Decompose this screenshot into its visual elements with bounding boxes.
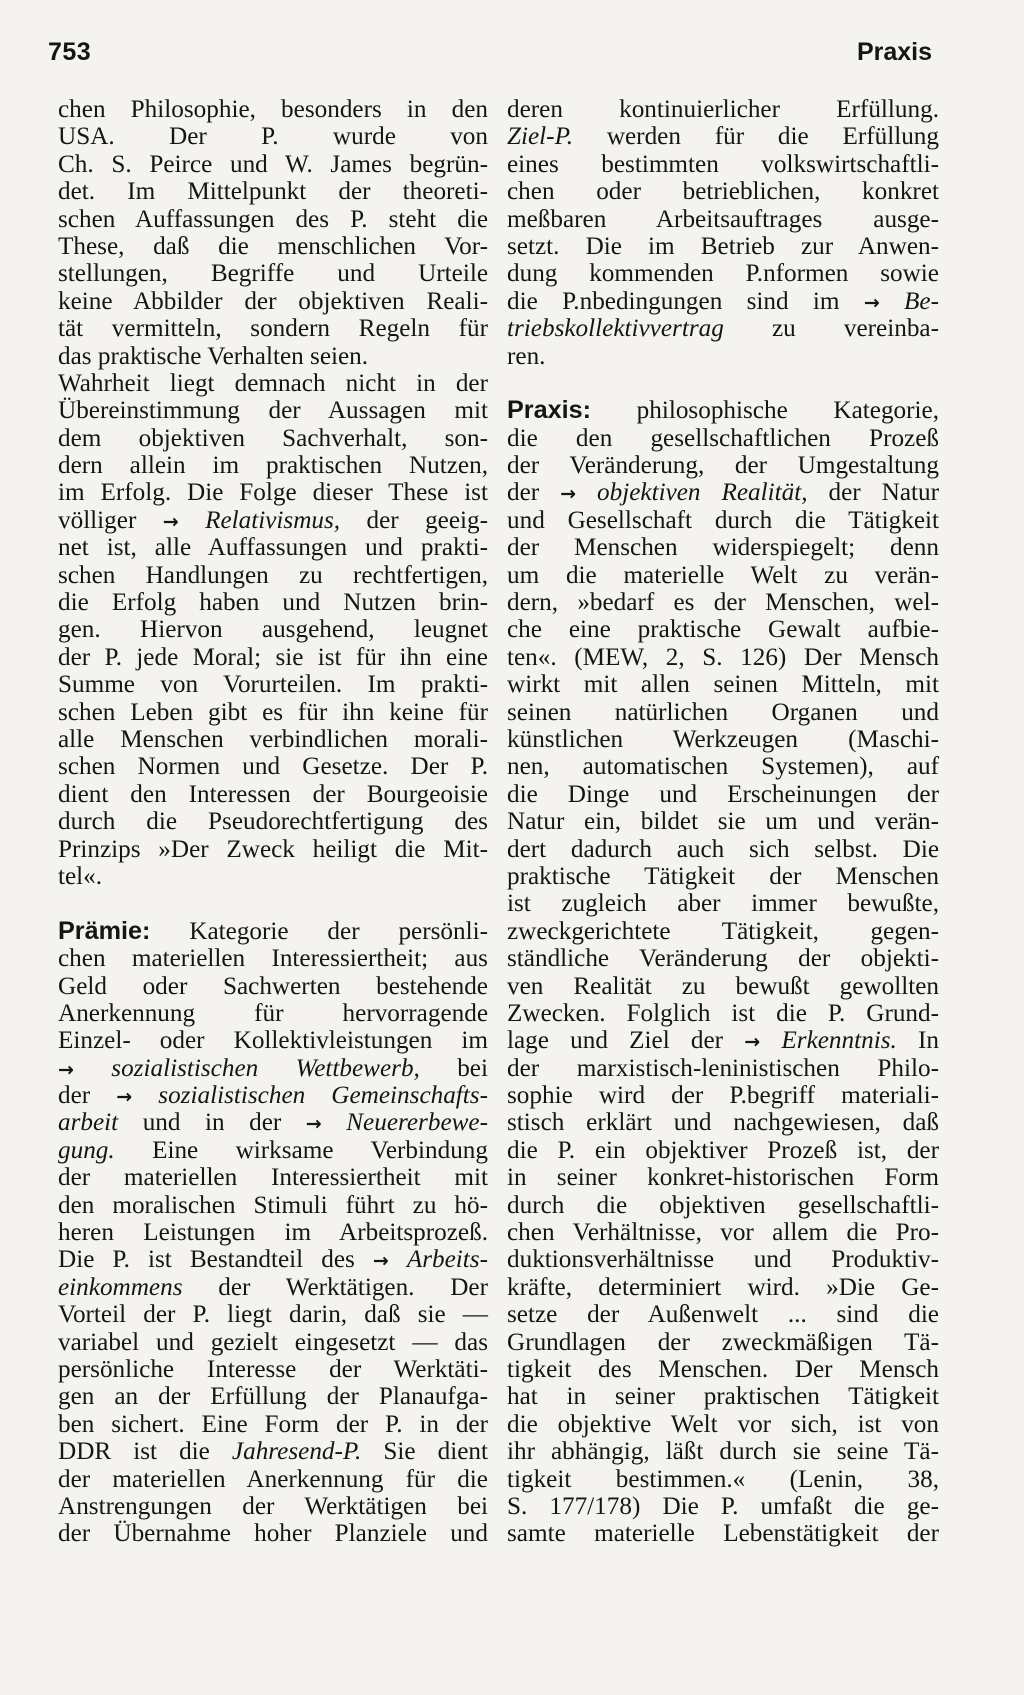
cross-reference-arrow-icon: →	[305, 1113, 322, 1136]
line-text: hat in seiner praktischen Tätigkeit	[507, 1383, 939, 1411]
text-line	[58, 151, 488, 178]
line-text: dert dadurch auch sich selbst. Die	[507, 835, 939, 863]
line-text: Eine wirksame Verbindung	[114, 1136, 488, 1164]
text-line	[507, 123, 939, 150]
right-column	[507, 96, 939, 1548]
text-line	[507, 151, 939, 178]
text-line	[58, 1082, 488, 1109]
line-text: der Natur	[807, 479, 939, 507]
line-text: die P.nbedingungen sind im	[507, 287, 864, 315]
cross-reference-term: Jahresend-P.	[231, 1438, 362, 1466]
line-text: und in der	[118, 1109, 306, 1137]
line-text: setzt. Die im Betrieb zur Anwen-	[507, 232, 939, 260]
cross-reference-term: Neuererbewe-	[346, 1109, 488, 1137]
line-text	[132, 1082, 158, 1109]
text-line	[507, 973, 939, 1000]
text-line	[507, 288, 939, 315]
text-line	[507, 1082, 939, 1109]
line-text: Anstrengungen der Werktätigen bei	[58, 1492, 488, 1520]
line-text: ben sichert. Eine Form der P. in der	[58, 1410, 488, 1438]
line-text: durch die objektiven gesellschaftli-	[507, 1191, 939, 1219]
line-text: ist zugleich aber immer bewußte,	[507, 890, 939, 918]
text-line	[507, 1219, 939, 1246]
text-line	[58, 534, 488, 561]
line-text: der	[58, 1082, 117, 1110]
text-line	[507, 1109, 939, 1136]
text-line	[507, 1329, 939, 1356]
line-text: chen oder betrieblichen, konkret	[507, 178, 939, 206]
text-line	[58, 1055, 488, 1082]
line-text: schen Handlungen zu rechtfertigen,	[58, 561, 488, 589]
line-text: kräfte, determiniert wird. »Die Ge-	[507, 1273, 939, 1301]
line-text	[389, 1246, 407, 1273]
line-text	[760, 1027, 781, 1054]
text-line	[58, 343, 488, 370]
line-text: det. Im Mittelpunkt der theoreti-	[58, 178, 488, 206]
line-text: ihr abhängig, läßt durch sie seine Tä-	[507, 1438, 939, 1466]
text-line	[507, 1520, 939, 1547]
text-line	[58, 425, 488, 452]
text-line	[58, 1329, 488, 1356]
line-text: dung kommenden P.nformen sowie	[507, 260, 939, 288]
text-line	[58, 1301, 488, 1328]
line-text: der geeig-	[340, 506, 488, 534]
text-line	[58, 699, 488, 726]
running-head: Praxis	[856, 38, 932, 66]
cross-reference-term: gung.	[58, 1136, 115, 1164]
cross-reference-arrow-icon: →	[372, 1250, 389, 1273]
text-line	[58, 96, 488, 123]
paragraph-gap	[58, 890, 488, 917]
line-text: nen, automatischen Systemen), auf	[507, 753, 939, 781]
line-text: duktionsverhältnisse und Produktiv-	[507, 1246, 939, 1274]
line-text: stellungen, Begriffe und Urteile	[58, 260, 488, 288]
text-line	[507, 343, 939, 370]
text-line	[507, 836, 939, 863]
line-text: seinen natürlichen Organen und	[507, 698, 939, 726]
text-line	[507, 260, 939, 287]
text-line	[507, 534, 939, 561]
text-line	[58, 507, 488, 534]
line-text: dient den Interessen der Bourgeoisie	[58, 780, 488, 808]
line-text: setze der Außenwelt ... sind die	[507, 1301, 939, 1329]
text-line	[58, 1219, 488, 1246]
line-text	[179, 507, 205, 534]
cross-reference-term: Erkenntnis.	[781, 1027, 897, 1055]
line-text: gen an der Erfüllung der Planaufga-	[58, 1383, 488, 1411]
line-text: der Übernahme hoher Planziele und	[58, 1520, 488, 1548]
line-text: zu vereinba-	[723, 315, 939, 343]
text-line	[58, 945, 488, 972]
line-text: wirkt mit allen seinen Mitteln, mit	[507, 671, 939, 699]
line-text: net ist, alle Auffassungen und prakti-	[58, 534, 488, 562]
line-text: samte materielle Lebenstätigkeit der	[507, 1520, 939, 1548]
left-column	[58, 96, 488, 1548]
line-text: die P. ein objektiver Prozeß ist, der	[507, 1136, 939, 1164]
line-text: Sie dient	[361, 1438, 488, 1466]
text-line	[507, 96, 939, 123]
line-text: alle Menschen verbindlichen morali-	[58, 725, 488, 753]
text-line	[507, 616, 939, 643]
line-text: deren kontinuierlicher Erfüllung.	[507, 96, 939, 123]
text-line	[507, 726, 939, 753]
line-text: zweckgerichtete Tätigkeit, gegen-	[507, 917, 939, 945]
text-line	[58, 836, 488, 863]
line-text: keine Abbilder der objektiven Reali-	[58, 287, 488, 315]
line-text: den moralischen Stimuli führt zu hö-	[58, 1191, 488, 1219]
text-line	[58, 1027, 488, 1054]
line-text: heren Leistungen im Arbeitsprozeß.	[58, 1219, 488, 1247]
text-line	[507, 1164, 939, 1191]
text-line	[58, 589, 488, 616]
line-text: variabel und gezielt eingesetzt — das	[58, 1328, 488, 1356]
line-text: chen Philosophie, besonders in den	[58, 96, 488, 123]
line-text: gen. Hiervon ausgehend, leugnet	[58, 616, 488, 644]
cross-reference-arrow-icon: →	[58, 1058, 74, 1081]
line-text: im Erfolg. Die Folge dieser These ist	[58, 479, 488, 507]
line-text: ten«. (MEW, 2, S. 126) Der Mensch	[507, 643, 939, 671]
text-line	[58, 616, 488, 643]
text-line	[58, 1000, 488, 1027]
line-text: der Menschen widerspiegelt; denn	[507, 534, 939, 562]
text-line	[58, 644, 488, 671]
cross-reference-term: Relativismus,	[205, 506, 341, 534]
line-text: bei	[419, 1054, 488, 1082]
text-line	[58, 1493, 488, 1520]
line-text: philosophische Kategorie,	[591, 397, 939, 425]
line-text: der P. jede Moral; sie ist für ihn eine	[58, 643, 488, 671]
text-line	[58, 397, 488, 424]
cross-reference-arrow-icon: →	[744, 1031, 761, 1054]
line-text: der	[507, 479, 561, 507]
entry-headword: Prämie:	[58, 916, 151, 945]
text-line	[507, 1000, 939, 1027]
text-line	[507, 1246, 939, 1273]
text-line	[58, 1246, 488, 1273]
text-line	[507, 1493, 939, 1520]
text-line	[507, 452, 939, 479]
line-text: durch die Pseudorechtfertigung des	[58, 808, 488, 836]
line-text: die Erfolg haben und Nutzen brin-	[58, 589, 488, 617]
line-text: DDR ist die	[58, 1438, 232, 1466]
line-text: sophie wird der P.begriff materiali-	[507, 1082, 939, 1110]
line-text: che eine praktische Gewalt aufbie-	[507, 616, 939, 644]
text-line	[58, 1137, 488, 1164]
cross-reference-term: sozialistischen Gemeinschafts-	[158, 1082, 488, 1110]
paragraph-gap	[507, 370, 939, 397]
line-text: Grundlagen der zweckmäßigen Tä-	[507, 1328, 939, 1356]
text-line	[58, 206, 488, 233]
text-line	[58, 1164, 488, 1191]
text-line	[507, 1274, 939, 1301]
page-number: 753	[48, 38, 92, 66]
text-line	[507, 781, 939, 808]
line-text: Zwecken. Folglich ist die P. Grund-	[507, 999, 939, 1027]
text-line	[58, 178, 488, 205]
text-line	[58, 233, 488, 260]
text-line	[507, 671, 939, 698]
text-line	[58, 123, 488, 150]
text-line	[58, 1356, 488, 1383]
line-text: tel«.	[58, 862, 103, 890]
line-text: künstlichen Werkzeugen (Maschi-	[507, 725, 939, 753]
text-line	[58, 260, 488, 287]
text-line	[507, 1301, 939, 1328]
text-line	[507, 1356, 939, 1383]
line-text: Anerkennung für hervorragende	[58, 999, 488, 1027]
text-line	[507, 315, 939, 342]
text-line	[58, 973, 488, 1000]
text-line	[58, 370, 488, 397]
line-text: Prinzips »Der Zweck heiligt die Mit-	[58, 835, 488, 863]
text-line	[507, 1438, 939, 1465]
line-text: der materiellen Anerkennung für die	[58, 1465, 488, 1493]
cross-reference-arrow-icon: →	[116, 1086, 133, 1109]
text-line	[58, 1520, 488, 1547]
line-text: Summe von Vorurteilen. Im prakti-	[58, 671, 488, 699]
cross-reference-arrow-icon: →	[162, 510, 179, 533]
cross-reference-term: einkommens	[58, 1273, 183, 1301]
text-line	[507, 562, 939, 589]
text-line	[507, 178, 939, 205]
line-text: meßbaren Arbeitsauftrages ausge-	[507, 205, 939, 233]
text-line	[507, 1027, 939, 1054]
line-text: Vorteil der P. liegt darin, daß sie —	[58, 1301, 488, 1329]
line-text	[576, 479, 597, 506]
line-text: der materiellen Interessiertheit mit	[58, 1164, 488, 1192]
text-line	[507, 1383, 939, 1410]
text-line	[58, 1411, 488, 1438]
line-text: tät vermitteln, sondern Regeln für	[58, 315, 488, 343]
text-line	[58, 479, 488, 506]
line-text: dern allein im praktischen Nutzen,	[58, 452, 488, 480]
line-text: Natur ein, bildet sie um und verän-	[507, 808, 939, 836]
line-text: die Dinge und Erscheinungen der	[507, 780, 939, 808]
text-line	[58, 726, 488, 753]
text-line	[58, 452, 488, 479]
line-text: völliger	[58, 506, 163, 534]
text-line	[507, 808, 939, 835]
line-text: dem objektiven Sachverhalt, son-	[58, 424, 488, 452]
line-text: Kategorie der persönli-	[150, 917, 488, 945]
text-line	[507, 206, 939, 233]
text-line	[507, 397, 939, 424]
cross-reference-term: Ziel-P.	[507, 123, 574, 151]
text-line	[507, 479, 939, 506]
text-line	[58, 918, 488, 945]
text-line	[507, 1055, 939, 1082]
cross-reference-arrow-icon: →	[863, 291, 880, 314]
text-line	[507, 890, 939, 917]
text-line	[58, 315, 488, 342]
text-line	[58, 1438, 488, 1465]
text-line	[507, 589, 939, 616]
text-line	[507, 1137, 939, 1164]
line-text: schen Auffassungen des P. steht die	[58, 205, 488, 233]
text-line	[58, 562, 488, 589]
line-text: um die materielle Welt zu verän-	[507, 561, 939, 589]
line-text: stisch erklärt und nachgewiesen, daß	[507, 1109, 939, 1137]
text-line	[507, 699, 939, 726]
text-line	[507, 644, 939, 671]
text-line	[507, 1466, 939, 1493]
cross-reference-term: arbeit	[58, 1109, 119, 1137]
line-text: praktische Tätigkeit der Menschen	[507, 862, 939, 890]
text-line	[507, 918, 939, 945]
line-text: in seiner konkret-historischen Form	[507, 1164, 939, 1192]
line-text: lage und Ziel der	[507, 1027, 745, 1055]
line-text: Einzel- oder Kollektivleistungen im	[58, 1027, 488, 1055]
text-line	[507, 1192, 939, 1219]
line-text: ven Realität zu bewußt gewollten	[507, 972, 939, 1000]
cross-reference-term: Arbeits-	[406, 1246, 488, 1274]
line-text: und Gesellschaft durch die Tätigkeit	[507, 506, 939, 534]
cross-reference-term: Be-	[904, 287, 939, 315]
line-text: Übereinstimmung der Aussagen mit	[58, 397, 488, 425]
line-text: dern, »bedarf es der Menschen, wel-	[507, 589, 939, 617]
cross-reference-term: triebskollektivvertrag	[507, 315, 724, 343]
line-text: chen Verhältnisse, vor allem die Pro-	[507, 1219, 939, 1247]
line-text: schen Normen und Gesetze. Der P.	[58, 753, 488, 781]
line-text: S. 177/178) Die P. umfaßt die ge-	[507, 1492, 939, 1520]
line-text: eines bestimmten volkswirtschaftli-	[507, 150, 939, 178]
line-text	[880, 288, 904, 315]
line-text: persönliche Interesse der Werktäti-	[58, 1355, 488, 1383]
line-text: Geld oder Sachwerten bestehende	[58, 972, 488, 1000]
line-text: tigkeit des Menschen. Der Mensch	[507, 1355, 939, 1383]
cross-reference-arrow-icon: →	[560, 483, 577, 506]
text-line	[507, 863, 939, 890]
text-line	[58, 1383, 488, 1410]
line-text: schen Leben gibt es für ihn keine für	[58, 698, 488, 726]
text-line	[58, 1274, 488, 1301]
line-text	[74, 1055, 111, 1082]
line-text: In	[896, 1027, 939, 1055]
line-text: tigkeit bestimmen.« (Lenin, 38,	[507, 1465, 939, 1493]
line-text: chen materiellen Interessiertheit; aus	[58, 945, 488, 973]
entry-headword: Praxis:	[507, 396, 592, 425]
text-line	[507, 507, 939, 534]
line-text: werden für die Erfüllung	[573, 123, 939, 151]
line-text: ren.	[507, 342, 546, 370]
text-line	[58, 1109, 488, 1136]
line-text: der Werktätigen. Der	[182, 1273, 488, 1301]
text-line	[507, 425, 939, 452]
text-line	[58, 808, 488, 835]
cross-reference-term: sozialistischen Wettbewerb,	[111, 1054, 420, 1082]
text-line	[58, 781, 488, 808]
line-text: die den gesellschaftlichen Prozeß	[507, 424, 939, 452]
line-text: der Veränderung, der Umgestaltung	[507, 452, 939, 480]
line-text: die objektive Welt vor sich, ist von	[507, 1410, 939, 1438]
line-text: das praktische Verhalten seien.	[58, 342, 369, 370]
text-line	[58, 288, 488, 315]
line-text	[322, 1109, 347, 1136]
text-line	[58, 671, 488, 698]
line-text: Ch. S. Peirce und W. James begrün-	[58, 150, 488, 178]
line-text: Wahrheit liegt demnach nicht in der	[58, 369, 488, 397]
line-text: Die P. ist Bestandteil des	[58, 1246, 373, 1274]
cross-reference-term: objektiven Realität,	[597, 479, 808, 507]
text-line	[58, 1466, 488, 1493]
text-line	[507, 753, 939, 780]
text-line	[507, 1411, 939, 1438]
text-line	[58, 1192, 488, 1219]
line-text: ständliche Veränderung der objekti-	[507, 945, 939, 973]
text-line	[58, 753, 488, 780]
line-text: USA. Der P. wurde von	[58, 123, 488, 151]
line-text: These, daß die menschlichen Vor-	[58, 232, 488, 260]
text-line	[507, 233, 939, 260]
line-text: der marxistisch-leninistischen Philo-	[507, 1054, 939, 1082]
text-line	[507, 945, 939, 972]
text-line	[58, 863, 488, 890]
